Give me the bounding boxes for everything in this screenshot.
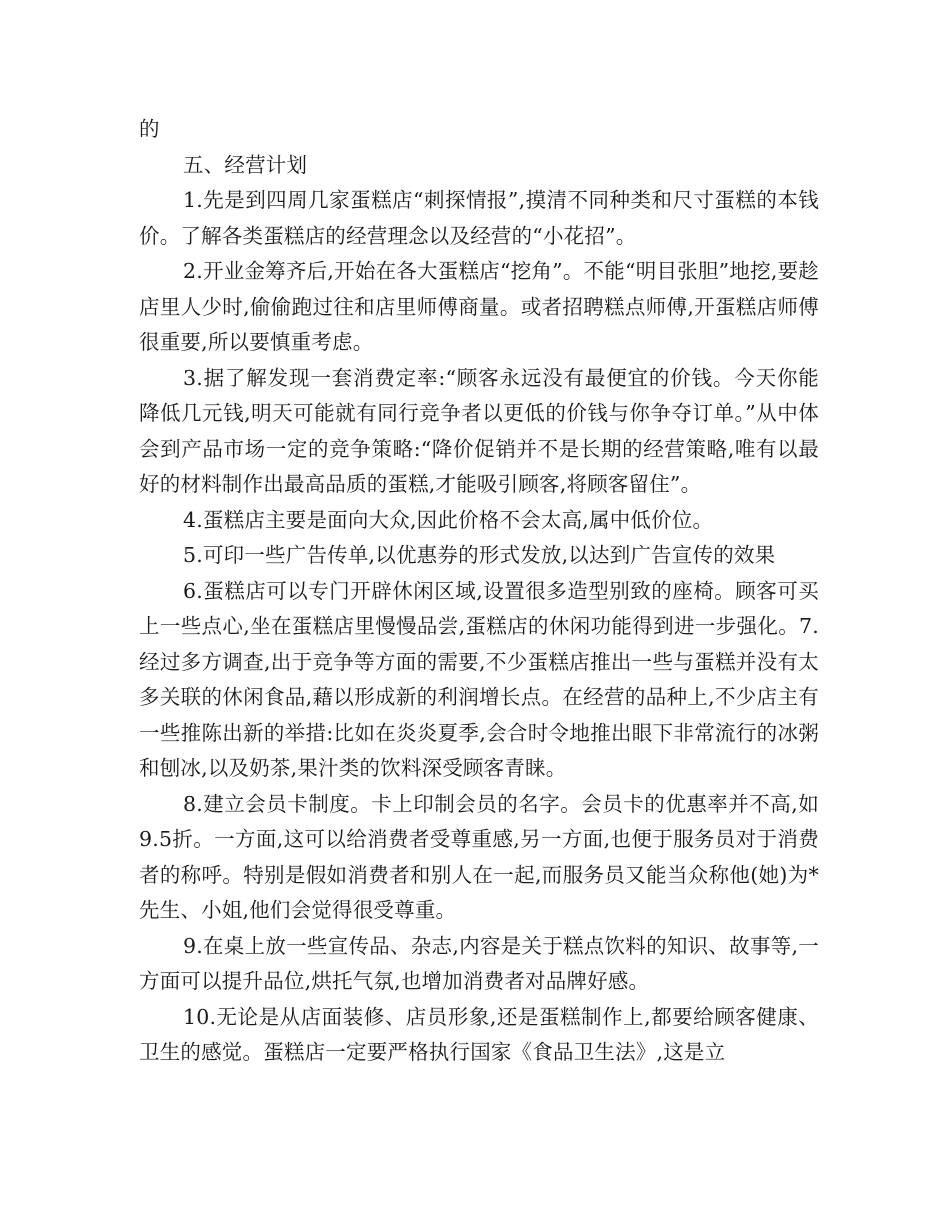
- paragraph-item-2: 2.开业金筹齐后,开始在各大蛋糕店“挖角”。不能“明目张胆”地挖,要趁店里人少时,偷偷跑过往和店里师傅商量。或者招聘糕点师傅,开蛋糕店师傅很重要,所以要慎重考虑。: [139, 259, 819, 354]
- paragraph-item-10: 10.无论是从店面装修、店员形象,还是蛋糕制作上,都要给顾客健康、卫生的感觉。蛋糕店一定要严格执行国家《食品卫生法》,这是立: [139, 1004, 819, 1064]
- document-body: [139, 112, 819, 1071]
- paragraph-item-8: 8.建立会员卡制度。卡上印制会员的名字。会员卡的优惠率并不高,如9.5折。一方面,这可以给消费者受尊重感,另一方面,也便于服务员对于消费者的称呼。特别是假如消费者和别人在一起,而服务员又能当众称他(她)为*先生、小姐,他们会觉得很受尊重。: [139, 791, 819, 922]
- paragraph-item-9: 9.在桌上放一些宣传品、杂志,内容是关于糕点饮料的知识、故事等,一方面可以提升品位,烘托气氛,也增加消费者对品牌好感。: [139, 933, 819, 993]
- paragraph-item-5: 5.可印一些广告传单,以优惠券的形式发放,以达到广告宣传的效果: [183, 543, 776, 567]
- paragraph-item-1: 1.先是到四周几家蛋糕店“刺探情报”,摸清不同种类和尺寸蛋糕的本钱价。了解各类蛋糕店的经营理念以及经营的“小花招”。: [139, 188, 819, 248]
- section-heading: 五、经营计划: [183, 152, 308, 177]
- paragraph-item-6-7: 6.蛋糕店可以专门开辟休闲区域,设置很多造型别致的座椅。顾客可买上一些点心,坐在蛋糕店里慢慢品尝,蛋糕店的休闲功能得到进一步强化。7.经过多方调查,出于竞争等方面的需要,不少蛋糕店推出一些与蛋糕并没有太多关联的休闲食品,藉以形成新的利润增长点。在经营的品种上,不少店主有一些推陈出新的举措:比如在炎炎夏季,会合时令地推出眼下非常流行的冰粥和刨冰,以及奶茶,果汁类的饮料深受顾客青睐。: [139, 578, 819, 780]
- paragraph-continuation: 的: [139, 117, 160, 141]
- paragraph-item-4: 4.蛋糕店主要是面向大众,因此价格不会太高,属中低价位。: [183, 507, 714, 532]
- paragraph-item-3: 3.据了解发现一套消费定率:“顾客永远没有最便宜的价钱。今天你能降低几元钱,明天可能就有同行竞争者以更低的价钱与你争夺订单。”从中体会到产品市场一定的竞争策略:“降价促销并不是长期的经营策略,唯有以最好的材料制作出最高品质的蛋糕,才能吸引顾客,将顾客留住”。: [139, 365, 819, 496]
